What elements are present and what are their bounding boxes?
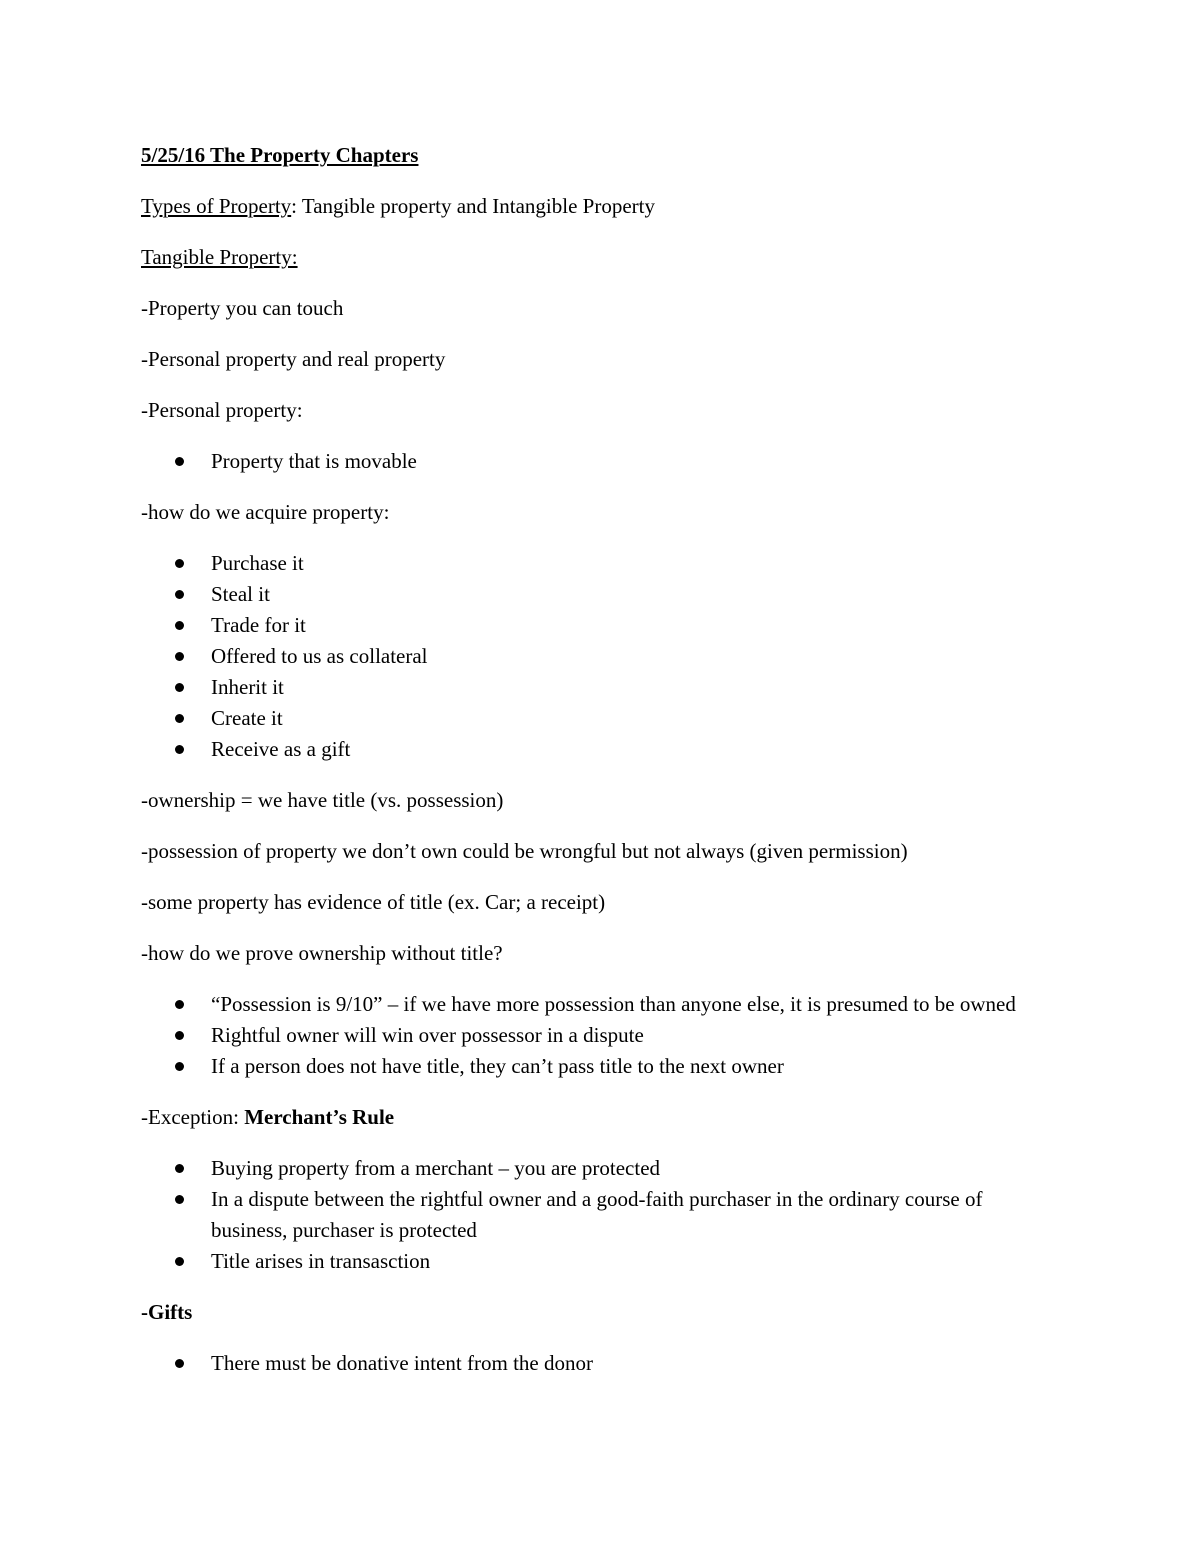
list-item-text: “Possession is 9/10” – if we have more possession than anyone else, it is presumed to be owned — [211, 992, 1016, 1016]
list-item-text: Steal it — [211, 582, 270, 606]
bullet-icon — [175, 457, 184, 466]
types-of-property-label: Types of Property — [141, 194, 292, 218]
bullet-icon — [175, 652, 184, 661]
document-title: 5/25/16 The Property Chapters — [141, 143, 419, 167]
bullet-icon — [175, 1359, 184, 1368]
exception-prefix: -Exception: — [141, 1105, 245, 1129]
merchants-rule-list — [141, 1153, 1061, 1277]
prove-ownership-list — [141, 989, 1061, 1082]
list-item-text: Buying property from a merchant – you are protected — [211, 1156, 661, 1180]
types-of-property-line — [141, 191, 1061, 222]
note-line-personal-real: -Personal property and real property — [141, 347, 446, 371]
gifts-heading: -Gifts — [141, 1300, 193, 1324]
note-line-prove: -how do we prove ownership without title? — [141, 941, 503, 965]
list-item — [141, 446, 1061, 477]
list-item-text: Create it — [211, 706, 283, 730]
tangible-property-heading: Tangible Property: — [141, 245, 298, 269]
list-item — [141, 989, 1061, 1020]
bullet-icon — [175, 1031, 184, 1040]
list-item — [141, 703, 1061, 734]
types-of-property-text: : Tangible property and Intangible Property — [291, 194, 655, 218]
bullet-icon — [175, 1195, 184, 1204]
list-item-text: In a dispute between the rightful owner and a good-faith purchaser in the ordinary course of business, purchaser is protected — [211, 1187, 983, 1242]
note-line-evidence: -some property has evidence of title (ex. Car; a receipt) — [141, 890, 606, 914]
list-item-text: Rightful owner will win over possessor in a dispute — [211, 1023, 644, 1047]
bullet-icon — [175, 559, 184, 568]
bullet-icon — [175, 1164, 184, 1173]
note-line-acquire: -how do we acquire property: — [141, 500, 390, 524]
list-item — [141, 641, 1061, 672]
bullet-icon — [175, 590, 184, 599]
note-line-personal: -Personal property: — [141, 398, 303, 422]
list-item — [141, 734, 1061, 765]
list-item-text: If a person does not have title, they can’t pass title to the next owner — [211, 1054, 784, 1078]
document-page — [141, 140, 1061, 1399]
list-item — [141, 1184, 1061, 1246]
list-item-text: Offered to us as collateral — [211, 644, 428, 668]
list-item-text: Receive as a gift — [211, 737, 351, 761]
gifts-list — [141, 1348, 1061, 1379]
bullet-icon — [175, 745, 184, 754]
list-item — [141, 1246, 1061, 1277]
personal-property-list — [141, 446, 1061, 477]
list-item — [141, 579, 1061, 610]
list-item — [141, 610, 1061, 641]
list-item — [141, 1051, 1061, 1082]
list-item-text: There must be donative intent from the donor — [211, 1351, 593, 1375]
bullet-icon — [175, 1000, 184, 1009]
list-item-text: Property that is movable — [211, 449, 417, 473]
list-item — [141, 1153, 1061, 1184]
list-item-text: Title arises in transasction — [211, 1249, 431, 1273]
list-item-text: Inherit it — [211, 675, 284, 699]
bullet-icon — [175, 683, 184, 692]
bullet-icon — [175, 1062, 184, 1071]
list-item — [141, 1020, 1061, 1051]
exception-line — [141, 1102, 1061, 1133]
list-item-text: Trade for it — [211, 613, 306, 637]
note-line-ownership: -ownership = we have title (vs. possession) — [141, 788, 504, 812]
bullet-icon — [175, 621, 184, 630]
list-item — [141, 1348, 1061, 1379]
merchants-rule-label: Merchant’s Rule — [244, 1105, 395, 1129]
list-item — [141, 672, 1061, 703]
note-line-possession: -possession of property we don’t own could be wrongful but not always (given permission) — [141, 839, 908, 863]
bullet-icon — [175, 714, 184, 723]
list-item-text: Purchase it — [211, 551, 304, 575]
acquire-property-list — [141, 548, 1061, 765]
list-item — [141, 548, 1061, 579]
bullet-icon — [175, 1257, 184, 1266]
note-line-touch: -Property you can touch — [141, 296, 344, 320]
